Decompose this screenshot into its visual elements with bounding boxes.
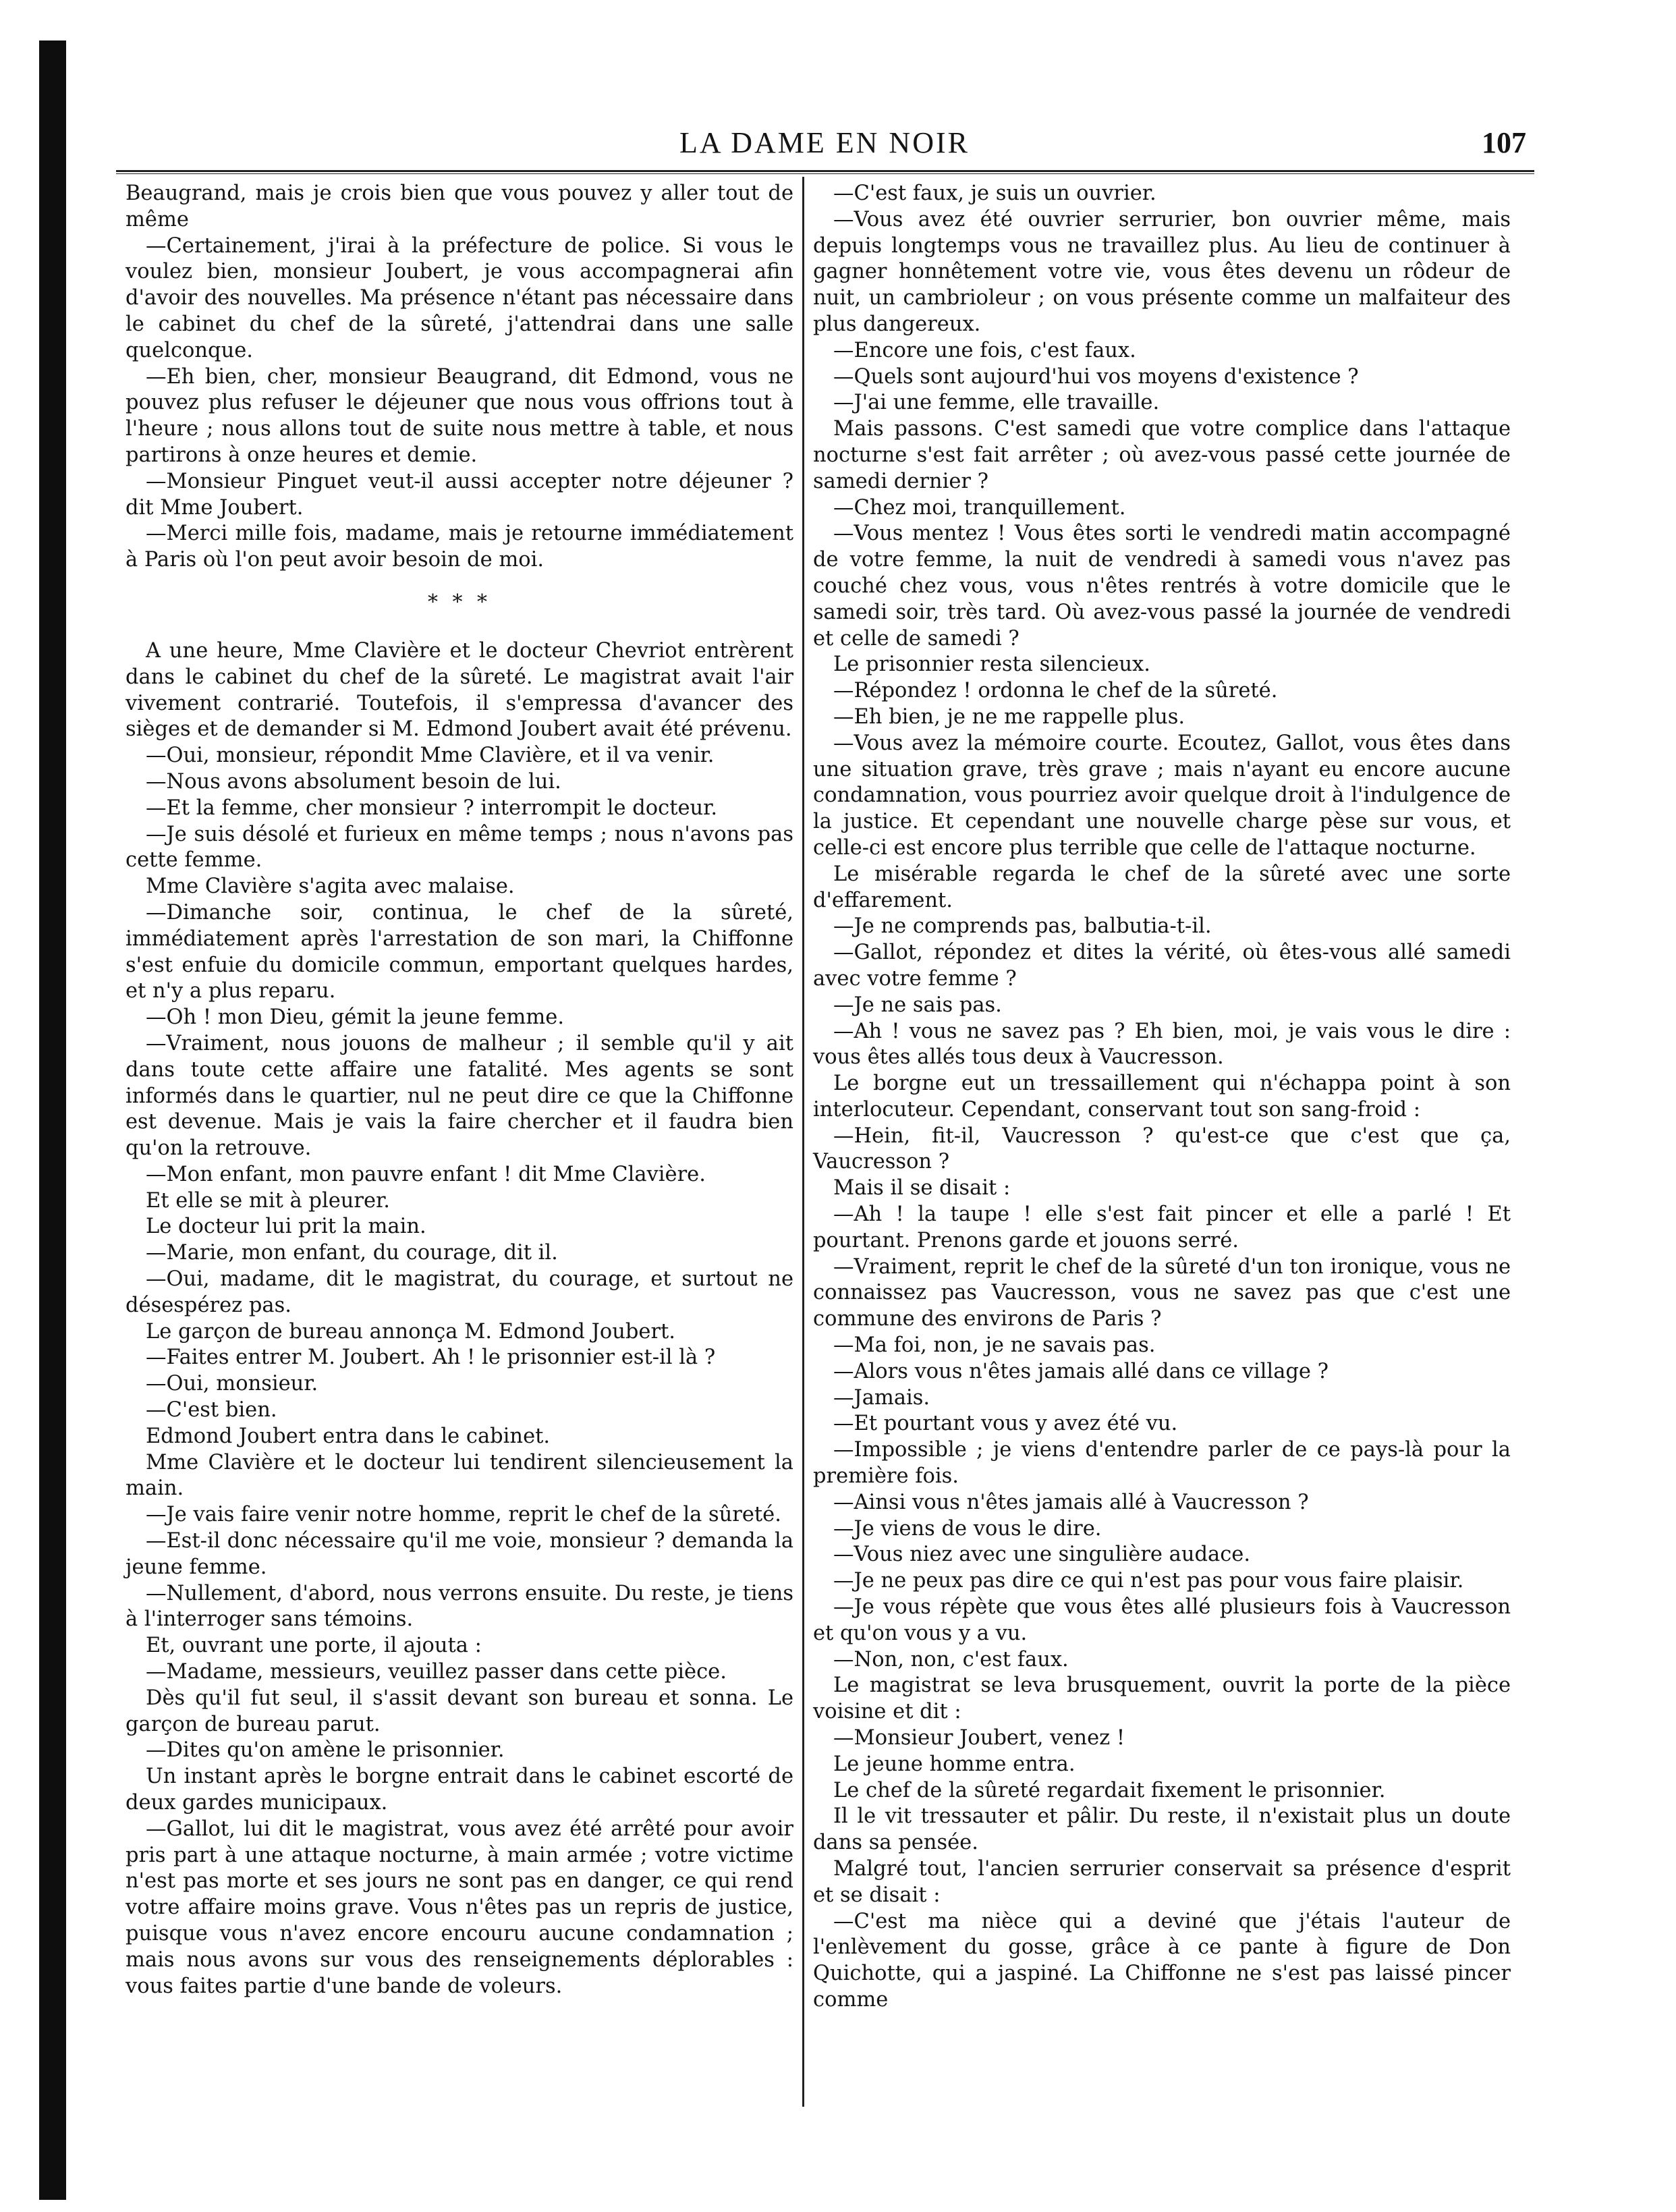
paragraph: Dès qu'il fut seul, il s'assit devant son bureau et sonna. Le garçon de bureau parut.	[125, 1686, 793, 1736]
paragraph: Il le vit tressauter et pâlir. Du reste, il n'existait plus un doute dans sa pensée.	[813, 1804, 1511, 1855]
paragraph: —Encore une fois, c'est faux.	[833, 338, 1136, 362]
paragraph: —Madame, messieurs, veuillez passer dans cette pièce.	[146, 1660, 727, 1684]
header-rule	[116, 170, 1534, 174]
paragraph: —Vous avez la mémoire courte. Ecoutez, Gallot, vous êtes dans une situation grave, très grave ; mais n'ayant eu encore aucune condamnation, vous pourriez avoir quelque droit à l'indulgence de la justice. Et cependant une nouvelle charge pèse sur vous, et celle-ci est encore plus terrible que celle de l'attaque nocturne.	[813, 731, 1511, 860]
paragraph: Mais passons. C'est samedi que votre complice dans l'attaque nocturne s'est fait arrêter ; où avez-vous passé cette journée de samedi dernier ?	[813, 417, 1511, 493]
paragraph: —C'est bien.	[146, 1398, 277, 1422]
paragraph: Le docteur lui prit la main.	[146, 1215, 426, 1239]
paragraph: —Mon enfant, mon pauvre enfant ! dit Mme Clavière.	[146, 1162, 706, 1186]
paragraph: —Quels sont aujourd'hui vos moyens d'existence ?	[833, 364, 1359, 389]
paragraph: —Nullement, d'abord, nous verrons ensuite. Du reste, je tiens à l'interroger sans témoins.	[125, 1581, 793, 1632]
paragraph: —Ma foi, non, je ne savais pas.	[833, 1333, 1156, 1358]
paragraph: —Dimanche soir, continua, le chef de la sûreté, immédiatement après l'arrestation de son mari, la Chiffonne s'est enfuie du domicile commun, emportant quelques hardes, et n'y a plus reparu.	[125, 900, 793, 1003]
paragraph: —Vraiment, nous jouons de malheur ; il semble qu'il y ait dans toute cette affaire une fatalité. Mes agents se sont informés dans le quartier, nul ne peut dire ce que la Chiffonne est devenue. Mais je vais la faire chercher et il faudra bien qu'on la retrouve.	[125, 1031, 793, 1161]
paragraph: Mais il se disait :	[833, 1176, 1011, 1200]
paragraph: —Hein, fit-il, Vaucresson ? qu'est-ce que c'est que ça, Vaucresson ?	[813, 1124, 1511, 1174]
paragraph: —Oui, monsieur.	[146, 1372, 318, 1396]
paragraph: —Et la femme, cher monsieur ? interrompit le docteur.	[146, 796, 718, 820]
running-header	[116, 126, 1533, 166]
paragraph: —Vous mentez ! Vous êtes sorti le vendredi matin accompagné de votre femme, la nuit de vendredi à samedi vous n'avez pas couché chez vous, vous n'êtes rentrés à votre domicile que le samedi soir, très tard. Où avez-vous passé la journée de vendredi et celle de samedi ?	[813, 522, 1511, 651]
page-binding-edge	[39, 40, 66, 2200]
left-column	[125, 181, 793, 1999]
paragraph: —Je viens de vous le dire.	[833, 1516, 1102, 1541]
section-asterism: * * *	[427, 590, 492, 614]
paragraph: —Monsieur Joubert, venez !	[833, 1726, 1125, 1750]
paragraph: —Je ne comprends pas, balbutia-t-il.	[833, 914, 1212, 939]
paragraph: —Chez moi, tranquillement.	[833, 495, 1126, 520]
paragraph: Le jeune homme entra.	[833, 1752, 1076, 1776]
paragraph: Et, ouvrant une porte, il ajouta :	[146, 1634, 482, 1658]
column-divider	[802, 177, 804, 2107]
paragraph: Le garçon de bureau annonça M. Edmond Joubert.	[146, 1319, 675, 1344]
paragraph: Mme Clavière s'agita avec malaise.	[146, 875, 515, 899]
paragraph: —Répondez ! ordonna le chef de la sûreté.	[833, 679, 1278, 703]
paragraph: Le magistrat se leva brusquement, ouvrit la porte de la pièce voisine et dit :	[813, 1674, 1511, 1724]
paragraph: —Impossible ; je viens d'entendre parler de ce pays-là pour la première fois.	[813, 1438, 1511, 1489]
paragraph: —Gallot, répondez et dites la vérité, où êtes-vous allé samedi avec votre femme ?	[813, 941, 1511, 991]
paragraph: Malgré tout, l'ancien serrurier conservait sa présence d'esprit et se disait :	[813, 1857, 1511, 1907]
paragraph: Beaugrand, mais je crois bien que vous pouvez y aller tout de même	[125, 182, 793, 231]
paragraph: —Marie, mon enfant, du courage, dit il.	[146, 1241, 558, 1265]
paragraph: A une heure, Mme Clavière et le docteur Chevriot entrèrent dans le cabinet du chef de la sûreté. Le magistrat avait l'air vivement contrarié. Toutefois, il s'empressa d'avancer des sièges et de demander si M. Edmond Joubert avait été prévenu.	[125, 638, 793, 742]
paragraph: —Vous niez avec une singulière audace.	[833, 1543, 1251, 1567]
paragraph: —Oui, monsieur, répondit Mme Clavière, et il va venir.	[146, 744, 715, 768]
paragraph: —Gallot, lui dit le magistrat, vous avez été arrêté pour avoir pris part à une attaque nocturne, à main armée ; votre victime n'est pas morte et ses jours ne sont pas en danger, ce qui rend votre affaire moins grave. Vous n'êtes pas un repris de justice, puisque vous n'avez encore encouru aucune condamnation ; mais nous avons sur vous des renseignements déplorables : vous faites partie d'une bande de voleurs.	[125, 1817, 793, 1998]
paragraph: Le prisonnier resta silencieux.	[833, 653, 1150, 677]
paragraph: —Je vais faire venir notre homme, reprit le chef de la sûreté.	[146, 1503, 781, 1527]
paragraph: —Certainement, j'irai à la préfecture de police. Si vous le voulez bien, monsieur Joubert, je vous accompagnerai afin d'avoir des nouvelles. Ma présence n'étant pas nécessaire dans le cabinet du chef de la sûreté, j'attendrai dans une salle quelconque.	[125, 233, 793, 362]
paragraph: —Ainsi vous n'êtes jamais allé à Vaucresson ?	[833, 1490, 1309, 1514]
paragraph: —C'est faux, je suis un ouvrier.	[833, 182, 1156, 205]
paragraph: —Vous avez été ouvrier serrurier, bon ouvrier même, mais depuis longtemps vous ne travaillez plus. Au lieu de continuer à gagner honnêtement votre vie, vous êtes devenu un rôdeur de nuit, un cambrioleur ; on vous présente comme un malfaiteur des plus dangereux.	[813, 207, 1511, 336]
paragraph: —Oh ! mon Dieu, gémit la jeune femme.	[146, 1005, 565, 1030]
paragraph: —Dites qu'on amène le prisonnier.	[146, 1738, 505, 1763]
right-column	[813, 181, 1511, 2014]
paragraph: —Je ne sais pas.	[833, 993, 1002, 1017]
paragraph: Edmond Joubert entra dans le cabinet.	[146, 1424, 551, 1448]
paragraph: —Je suis désolé et furieux en même temps ; nous n'avons pas cette femme.	[125, 822, 793, 873]
paragraph: Le chef de la sûreté regardait fixement le prisonnier.	[833, 1778, 1386, 1802]
paragraph: —Et pourtant vous y avez été vu.	[833, 1412, 1178, 1436]
running-title: LA DAME EN NOIR	[679, 126, 970, 159]
paragraph: —Eh bien, cher, monsieur Beaugrand, dit Edmond, vous ne pouvez plus refuser le déjeuner que nous vous offrions tout à l'heure ; nous allons tout de suite nous mettre à table, et nous partirons à onze heures et demie.	[125, 364, 793, 467]
paragraph: Le borgne eut un tressaillement qui n'échappa point à son interlocuteur. Cependant, conservant tout son sang-froid :	[813, 1072, 1511, 1122]
paragraph: Un instant après le borgne entrait dans le cabinet escorté de deux gardes municipaux.	[125, 1765, 793, 1815]
paragraph: Le misérable regarda le chef de la sûreté avec une sorte d'effarement.	[813, 862, 1511, 912]
paragraph: —Oui, madame, dit le magistrat, du courage, et surtout ne désespérez pas.	[125, 1267, 793, 1317]
paragraph: —Nous avons absolument besoin de lui.	[146, 769, 561, 794]
paragraph: —Est-il donc nécessaire qu'il me voie, monsieur ? demanda la jeune femme.	[125, 1529, 793, 1579]
paragraph: —Alors vous n'êtes jamais allé dans ce village ?	[833, 1359, 1329, 1383]
paragraph: —Merci mille fois, madame, mais je retourne immédiatement à Paris où l'on peut avoir besoin de moi.	[125, 522, 793, 572]
paragraph: —Ah ! vous ne savez pas ? Eh bien, moi, je vais vous le dire : vous êtes allés tous deux à Vaucresson.	[813, 1019, 1511, 1070]
page-number: 107	[1482, 126, 1526, 159]
paragraph: —Monsieur Pinguet veut-il aussi accepter notre déjeuner ? dit Mme Joubert.	[125, 469, 793, 520]
paragraph: —Je ne peux pas dire ce qui n'est pas pour vous faire plaisir.	[833, 1569, 1464, 1593]
paragraph: Et elle se mit à pleurer.	[146, 1188, 390, 1213]
paragraph: —Eh bien, je ne me rappelle plus.	[833, 704, 1185, 729]
paragraph: —Non, non, c'est faux.	[833, 1647, 1069, 1671]
paragraph: —Faites entrer M. Joubert. Ah ! le prisonnier est-il là ?	[146, 1346, 716, 1370]
paragraph: —C'est ma nièce qui a deviné que j'étais l'auteur de l'enlèvement du gosse, grâce à ce pante à figure de Don Quichotte, qui a jaspiné. La Chiffonne ne s'est pas laissé pincer comme	[813, 1909, 1511, 2012]
paragraph: —J'ai une femme, elle travaille.	[833, 391, 1160, 415]
paragraph: —Vraiment, reprit le chef de la sûreté d'un ton ironique, vous ne connaissez pas Vaucresson, vous ne savez pas que c'est une commune des environs de Paris ?	[813, 1254, 1511, 1331]
paragraph: —Ah ! la taupe ! elle s'est fait pincer et elle a parlé ! Et pourtant. Prenons garde et jouons serré.	[813, 1202, 1511, 1252]
paragraph: —Jamais.	[833, 1385, 930, 1410]
paragraph: Mme Clavière et le docteur lui tendirent silencieusement la main.	[125, 1450, 793, 1501]
paragraph: —Je vous répète que vous êtes allé plusieurs fois à Vaucresson et qu'on vous y a vu.	[813, 1595, 1511, 1645]
